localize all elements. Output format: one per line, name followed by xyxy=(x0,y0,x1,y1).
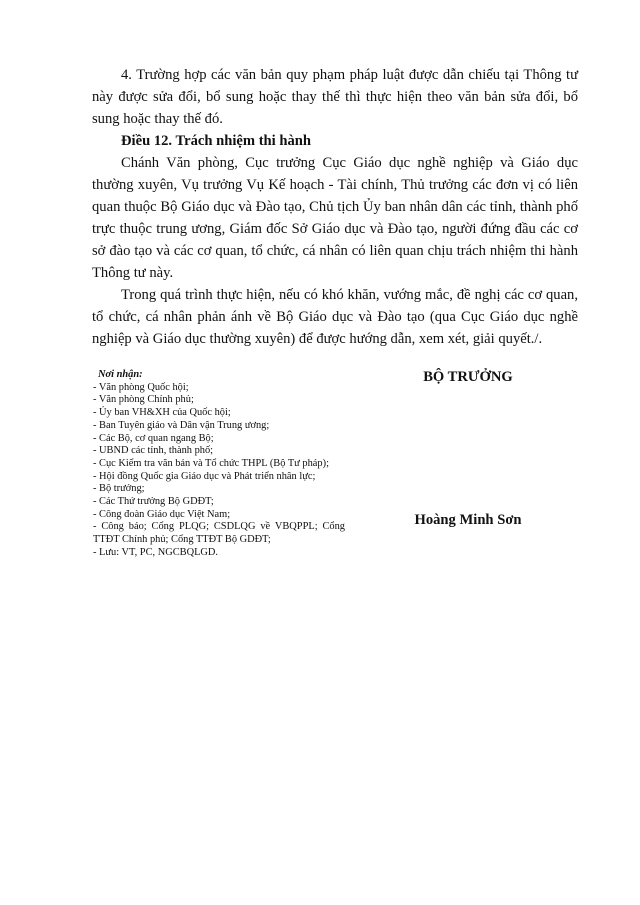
recipient-item: - Ban Tuyên giáo và Dân vận Trung ương; xyxy=(93,419,270,431)
recipient-item: - Các Bộ, cơ quan ngang Bộ; xyxy=(93,432,214,444)
recipient-item: - Cục Kiểm tra văn bản và Tổ chức THPL (Bộ Tư pháp); xyxy=(93,457,329,469)
recipient-item: - Hội đồng Quốc gia Giáo dục và Phát triển nhân lực; xyxy=(93,470,316,482)
recipient-item: - Văn phòng Chính phủ; xyxy=(93,394,194,406)
clause-4-block xyxy=(92,64,578,130)
clause-4-paragraph: 4. Trường hợp các văn bản quy phạm pháp luật được dẫn chiếu tại Thông tư này được sửa đổi, bổ sung hoặc thay thế thì thực hiện theo văn bản sửa đổi, bổ sung hoặc thay thế đó. xyxy=(92,67,578,127)
recipient-item: - Văn phòng Quốc hội; xyxy=(93,381,189,393)
signer-name: Hoàng Minh Sơn xyxy=(414,512,522,528)
recipient-item: - Lưu: VT, PC, NGCBQLGD. xyxy=(93,546,219,558)
article-12-paragraph-2: Trong quá trình thực hiện, nếu có khó khăn, vướng mắc, đề nghị các cơ quan, tổ chức, cá nhân phản ánh về Bộ Giáo dục và Đào tạo (qua Cục Giáo dục nghề nghiệp và Giáo dục thường xuyên) để được hướng dẫn, xem xét, giải quyết./. xyxy=(92,287,578,347)
recipients-title: Nơi nhận: xyxy=(98,369,143,380)
recipient-item: - Công báo; Cổng PLQG; CSDLQG về VBQPPL; Cổng TTĐT Chính phủ; Cổng TTĐT Bộ GDĐT; xyxy=(93,521,345,546)
recipient-item: - Công đoàn Giáo dục Việt Nam; xyxy=(93,508,231,520)
recipients-list xyxy=(93,382,345,560)
recipient-item: - Bộ trưởng; xyxy=(93,483,145,495)
recipient-item: - Các Thứ trưởng Bộ GDĐT; xyxy=(93,496,214,508)
article-12-heading: Điều 12. Trách nhiệm thi hành xyxy=(121,133,312,149)
recipients-block xyxy=(93,369,345,560)
article-12-block xyxy=(92,130,578,350)
recipient-item: - UBND các tỉnh, thành phố; xyxy=(93,445,214,457)
signer-title: BỘ TRƯỞNG xyxy=(423,369,513,385)
article-12-paragraph-1: Chánh Văn phòng, Cục trưởng Cục Giáo dục nghề nghiệp và Giáo dục thường xuyên, Vụ trưởng Vụ Kế hoạch - Tài chính, Thủ trưởng các đơn vị có liên quan thuộc Bộ Giáo dục và Đào tạo, Chủ tịch Ủy ban nhân dân các tỉnh, thành phố trực thuộc trung ương, Giám đốc Sở Giáo dục và Đào tạo, người đứng đầu các cơ sở đào tạo và các cơ quan, tổ chức, cá nhân có liên quan chịu trách nhiệm thi hành Thông tư này. xyxy=(92,155,578,281)
recipient-item: - Ủy ban VH&XH của Quốc hội; xyxy=(93,407,231,419)
